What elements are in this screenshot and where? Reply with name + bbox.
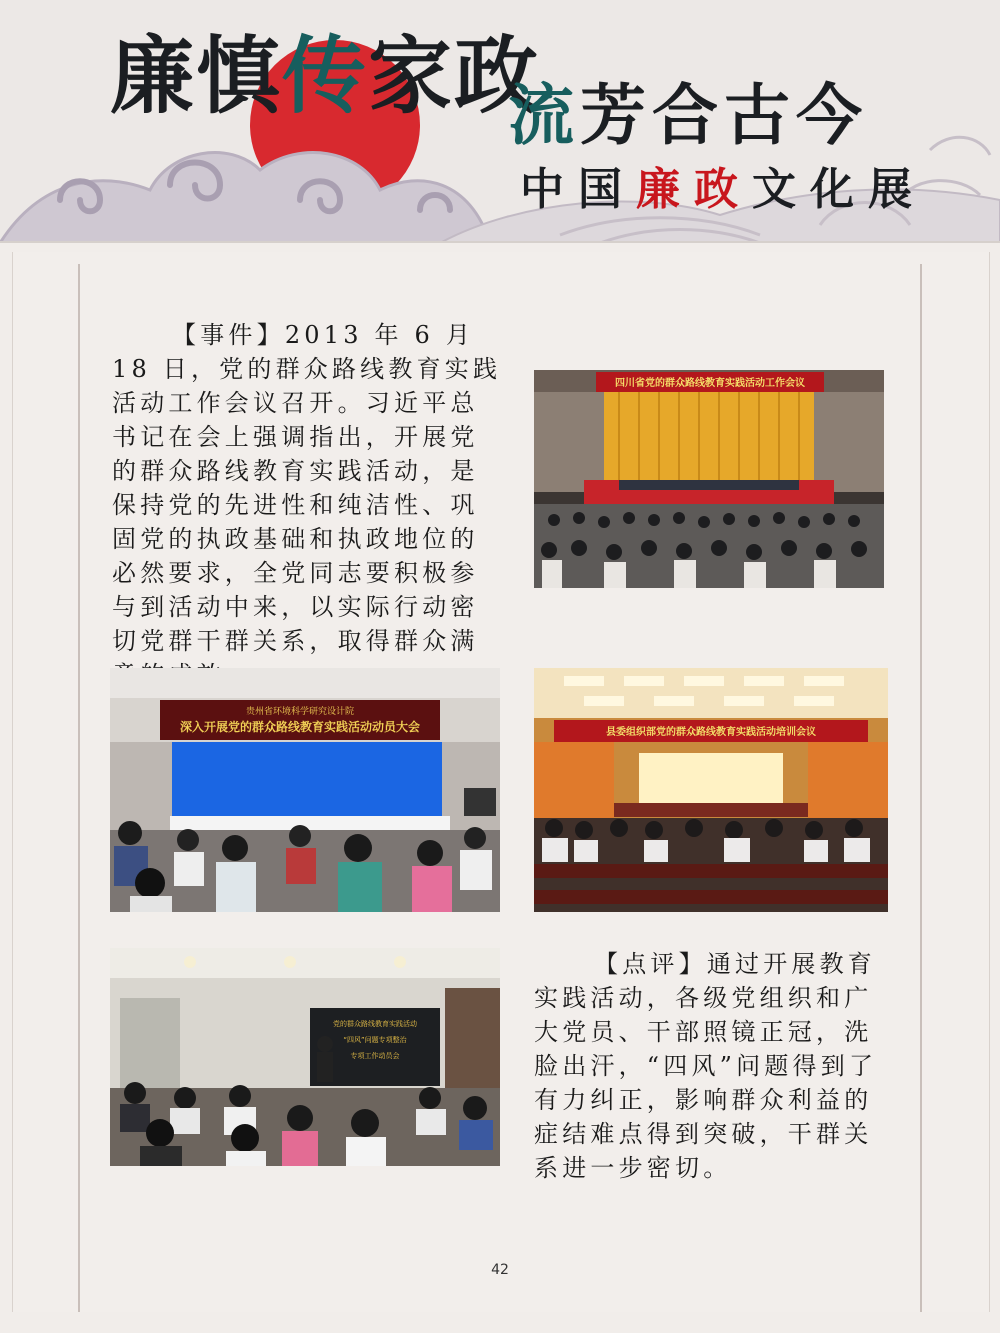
photo4-screen-line1: 党的群众路线教育实践活动 <box>333 1020 417 1028</box>
page-header <box>0 0 1000 243</box>
subtitle-part2: 芳合古今 <box>580 76 868 154</box>
review-text: 通过开展教育实践活动，各级党组织和广大党员、干部照镜正冠，洗脸出汗，“四风”问题得到了有力纠正，影响群众利益的症结难点得到突破，干群关系进一步密切。 <box>534 950 878 1182</box>
review-label: 【点评】 <box>594 950 707 978</box>
exhibit-name-b: 廉政 <box>636 164 752 215</box>
photo4-screen-line3: 专项工作动员会 <box>350 1052 400 1060</box>
title-part3: 家政 <box>368 26 541 125</box>
subtitle-part1: 流 <box>508 76 580 154</box>
exhibit-name <box>520 164 926 215</box>
photo4-screen-line2: “四风”问题专项整治 <box>343 1036 407 1044</box>
meeting-photo-county <box>534 668 888 912</box>
photo2-banner-top: 贵州省环境科学研究设计院 <box>245 707 355 717</box>
photo3-banner: 县委组织部党的群众路线教育实践活动培训会议 <box>606 727 816 738</box>
review-paragraph <box>534 947 892 1185</box>
title-part1: 廉慎 <box>110 26 283 125</box>
exhibit-name-c: 文化展 <box>752 164 926 215</box>
exhibit-subtitle <box>508 76 868 154</box>
exhibit-name-a: 中国 <box>520 164 636 215</box>
page-number: 42 <box>491 1262 509 1278</box>
photo2-banner: 深入开展党的群众路线教育实践活动动员大会 <box>179 720 421 734</box>
event-text: 2013 年 6 月 18 日，党的群众路线教育实践活动工作会议召开。习近平总书记在会上强调指出，开展党的群众路线教育实践活动，是保持党的先进性和纯洁性、巩固党的执政基础和执政地位的必然要求，全党同志要积极参与到活动中来，以实际行动密切党群干群关系，取得群众满 <box>112 321 502 655</box>
meeting-photo-guizhou <box>110 668 500 912</box>
exhibit-title <box>110 26 541 125</box>
event-paragraph <box>112 318 504 692</box>
meeting-photo-sichuan <box>534 370 884 588</box>
event-label: 【事件】 <box>172 321 285 349</box>
meeting-photo-screen <box>110 948 500 1166</box>
title-part2: 传 <box>282 26 369 125</box>
photo1-banner: 四川省党的群众路线教育实践活动工作会议 <box>615 378 805 389</box>
